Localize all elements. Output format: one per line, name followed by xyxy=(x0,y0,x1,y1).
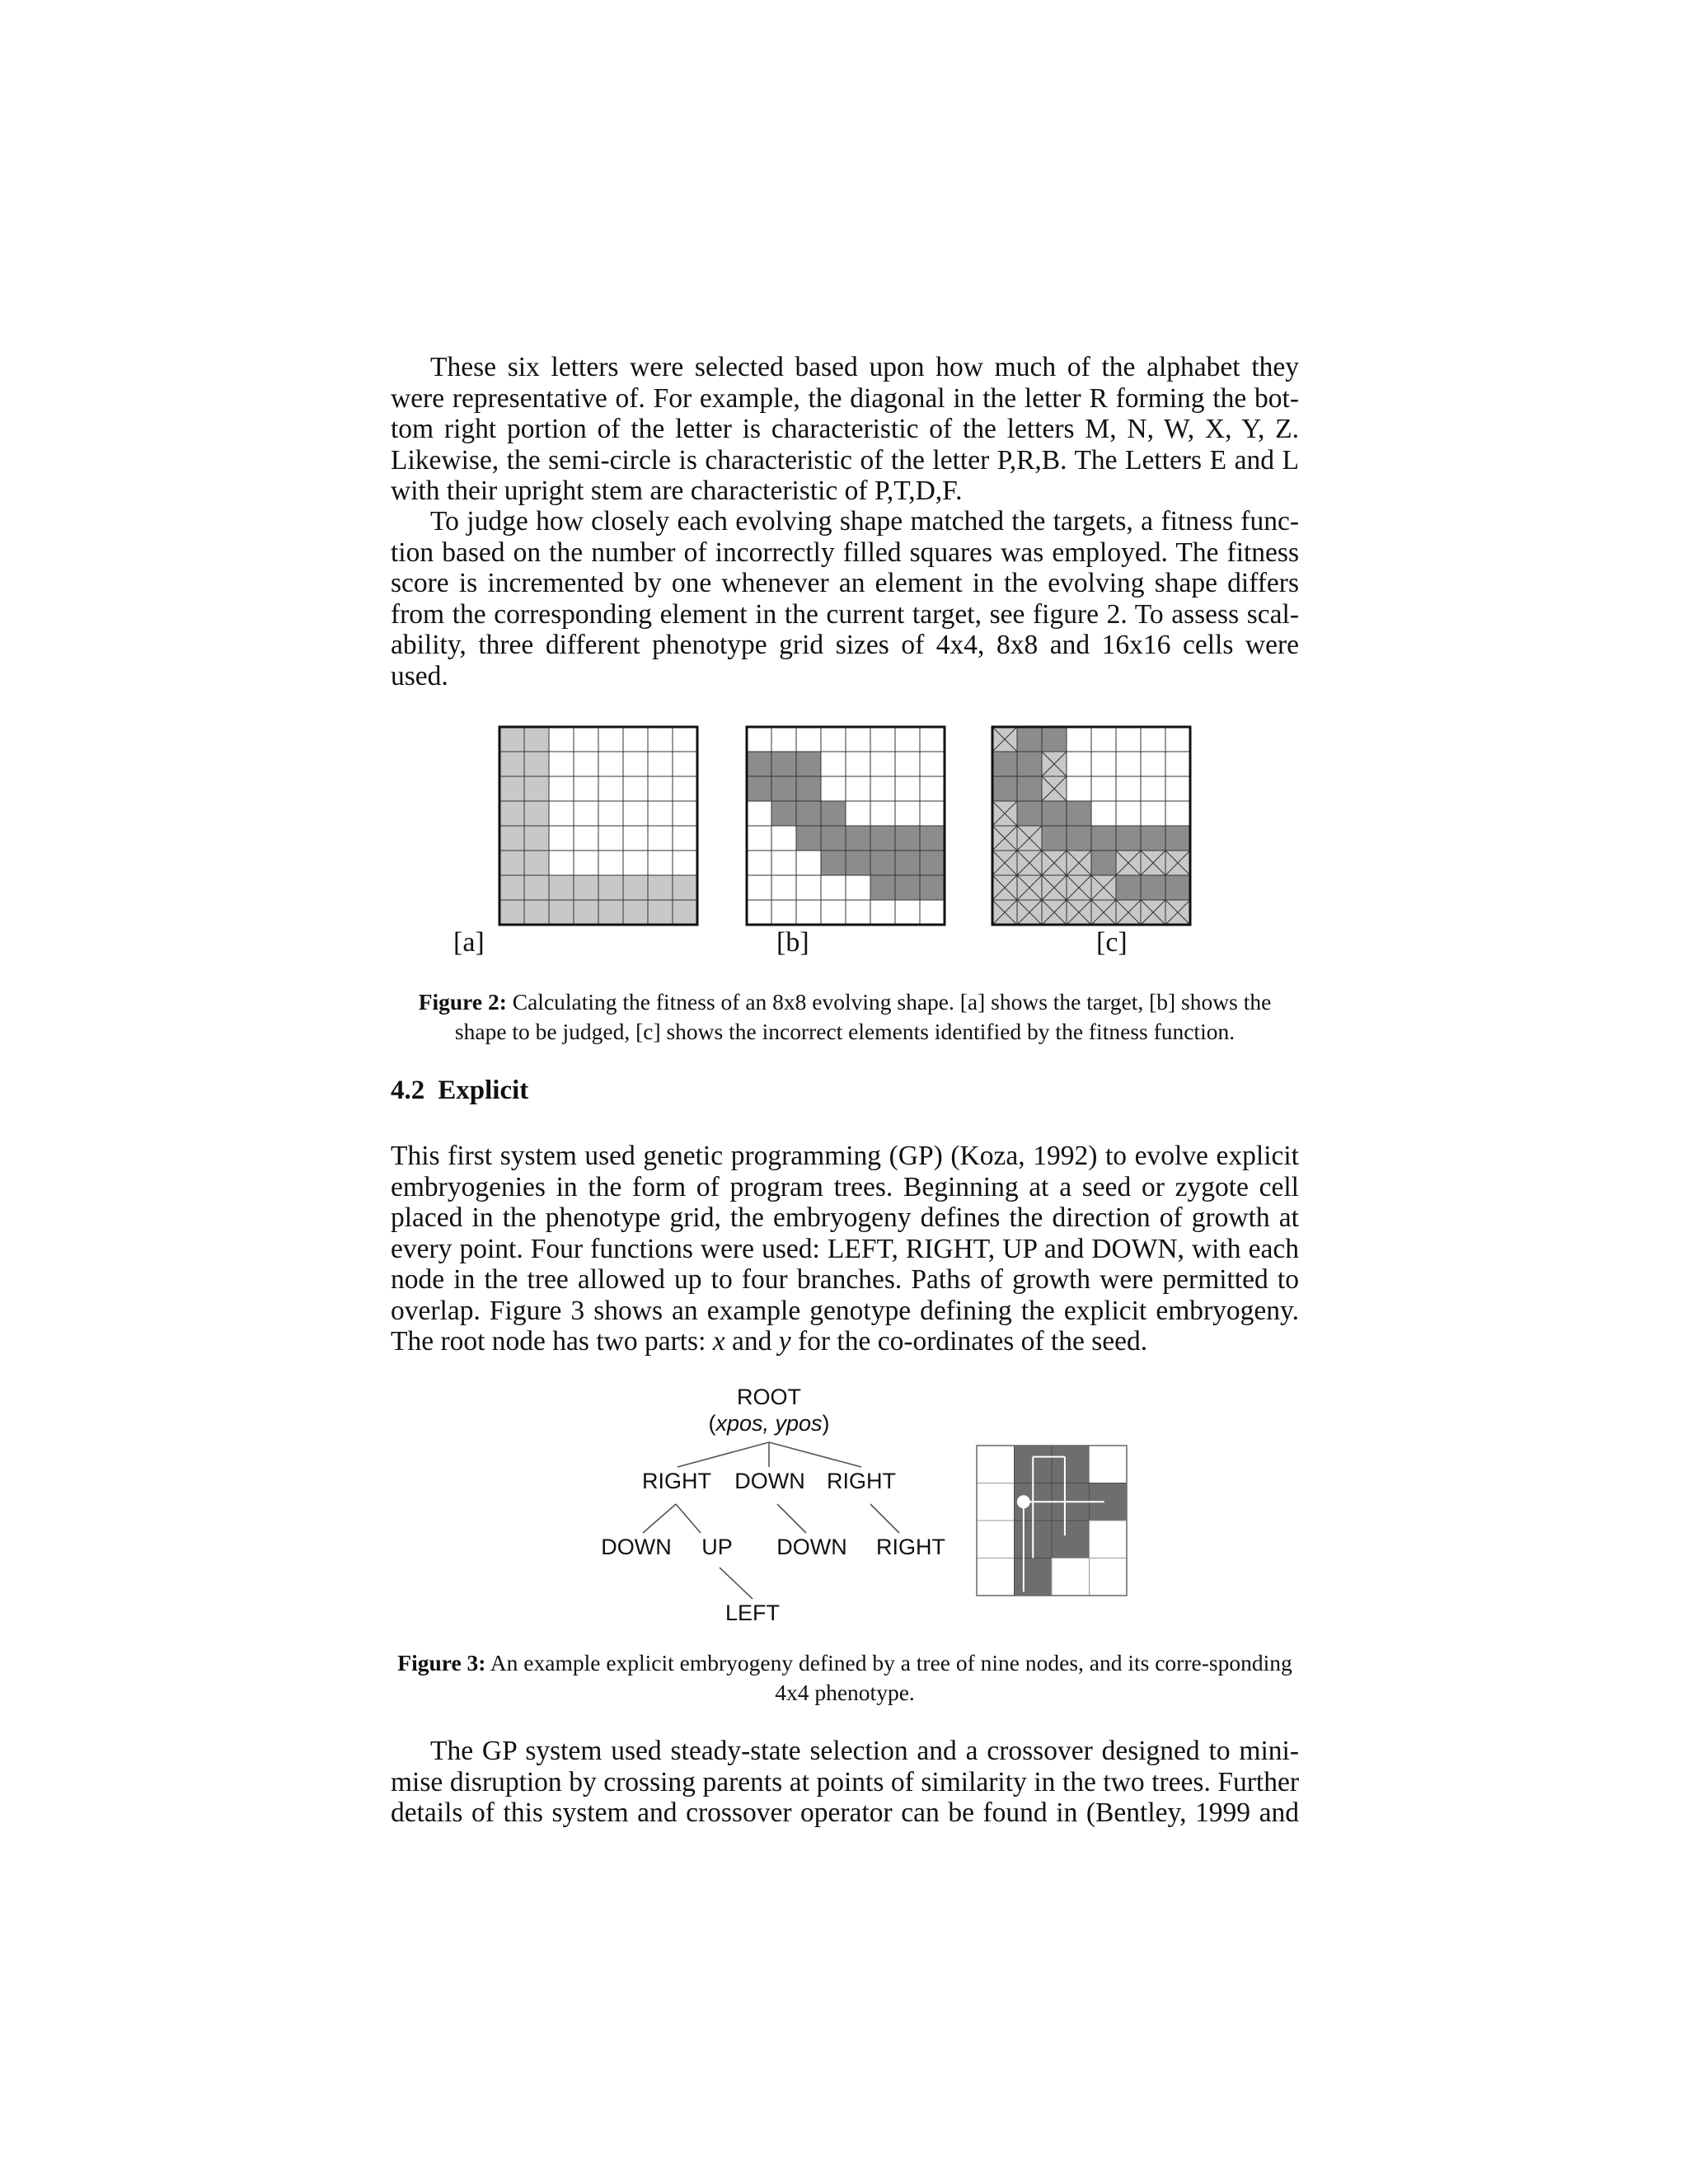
grid-cell xyxy=(870,851,895,875)
grid-cell xyxy=(524,752,549,776)
grid-cell xyxy=(846,900,870,925)
grid-cell xyxy=(846,727,870,752)
tree-edge xyxy=(769,1442,861,1467)
grid-cell xyxy=(1165,727,1190,752)
grid-cell xyxy=(747,727,771,752)
grid-cell xyxy=(499,801,524,826)
grid-cell xyxy=(846,851,870,875)
grid-cell xyxy=(870,826,895,851)
grid-cell xyxy=(992,776,1017,801)
grid-cell xyxy=(895,776,920,801)
figure2-grid-shape xyxy=(745,725,946,926)
grid-cell xyxy=(771,776,796,801)
grid-cell xyxy=(895,900,920,925)
grid-cell xyxy=(870,801,895,826)
grid-cell xyxy=(771,801,796,826)
grid-cell xyxy=(549,752,574,776)
grid-cell xyxy=(1141,727,1165,752)
italic-x: x xyxy=(712,1326,725,1357)
text-line: score is incremented by one whenever an element in the evolving shape differs xyxy=(391,568,1299,598)
grid-cell xyxy=(499,727,524,752)
grid-cell xyxy=(574,826,598,851)
grid-cell xyxy=(524,900,549,925)
grid-cell xyxy=(796,900,821,925)
phenotype-cell xyxy=(1090,1521,1128,1558)
grid-cell xyxy=(574,900,598,925)
grid-cell xyxy=(1017,727,1042,752)
figure2-caption xyxy=(391,987,1299,1047)
grid-cell xyxy=(598,875,623,900)
grid-cell xyxy=(920,875,945,900)
text-line: overlap. Figure 3 shows an example genotype defining the explicit embryogeny. xyxy=(391,1295,1299,1326)
grid-cell xyxy=(1042,727,1067,752)
grid-cell xyxy=(1017,801,1042,826)
grid-cell xyxy=(648,851,673,875)
grid-cell xyxy=(771,875,796,900)
grid-cell xyxy=(796,801,821,826)
phenotype-cell xyxy=(977,1446,1015,1483)
text-line: placed in the phenotype grid, the embryogeny defines the direction of growth at xyxy=(391,1202,1299,1233)
grid-cell xyxy=(598,801,623,826)
text-segment: and xyxy=(724,1326,779,1357)
phenotype-cell xyxy=(977,1483,1015,1521)
grid-cell xyxy=(895,801,920,826)
grid-cell xyxy=(623,875,648,900)
grid-cell xyxy=(574,801,598,826)
grid-cell xyxy=(648,752,673,776)
grid-cell xyxy=(673,826,697,851)
paragraph-4 xyxy=(391,1736,1299,1829)
grid-cell xyxy=(771,851,796,875)
grid-cell xyxy=(574,851,598,875)
figure3-phenotype xyxy=(975,1444,1128,1597)
tree-node: DOWN xyxy=(734,1469,805,1493)
text-line: Likewise, the semi-circle is characteristic of the letter P,R,B. The Letters E and L xyxy=(391,444,1299,476)
grid-cell xyxy=(870,752,895,776)
grid-cell xyxy=(1042,801,1067,826)
phenotype-cell xyxy=(1090,1558,1128,1596)
grid-cell xyxy=(1116,826,1141,851)
phenotype-cell xyxy=(977,1521,1015,1558)
grid-cell xyxy=(673,875,697,900)
text-line xyxy=(391,1326,1299,1357)
grid-cell xyxy=(1091,801,1116,826)
grid-cell xyxy=(1165,801,1190,826)
grid-cell xyxy=(747,801,771,826)
grid-cell xyxy=(771,752,796,776)
grid-cell xyxy=(524,727,549,752)
grid-cell xyxy=(870,900,895,925)
grid-cell xyxy=(549,875,574,900)
grid-cell xyxy=(821,826,846,851)
seed-cell-dot xyxy=(1017,1495,1030,1508)
grid-cell xyxy=(1141,752,1165,776)
grid-cell xyxy=(771,900,796,925)
grid-cell xyxy=(549,826,574,851)
panel-label-a: [a] xyxy=(453,927,485,958)
grid-cell xyxy=(598,826,623,851)
tree-node-root-args xyxy=(708,1411,829,1436)
text-line: mise disruption by crossing parents at points of similarity in the two trees. Further xyxy=(391,1766,1299,1797)
text-segment: for the co-ordinates of the seed. xyxy=(790,1326,1148,1357)
grid-cell xyxy=(796,752,821,776)
grid-cell xyxy=(598,776,623,801)
grid-cell xyxy=(499,851,524,875)
tree-node: LEFT xyxy=(724,1601,781,1625)
grid-cell xyxy=(648,826,673,851)
text-line: from the corresponding element in the current target, see figure 2. To assess scal- xyxy=(391,598,1299,630)
grid-cell xyxy=(1116,752,1141,776)
grid-cell xyxy=(623,727,648,752)
tree-node: DOWN xyxy=(601,1535,672,1559)
grid-cell xyxy=(1116,801,1141,826)
grid-cell xyxy=(846,826,870,851)
grid-cell xyxy=(1141,826,1165,851)
grid-cell xyxy=(623,801,648,826)
tree-edge xyxy=(720,1568,753,1599)
grid-cell xyxy=(524,875,549,900)
tree-node: RIGHT xyxy=(876,1535,945,1559)
tree-edge xyxy=(678,1442,769,1467)
paragraph-1 xyxy=(391,352,1299,507)
grid-cell xyxy=(1067,801,1091,826)
grid-cell xyxy=(673,801,697,826)
tree-node: DOWN xyxy=(776,1535,847,1559)
grid-cell xyxy=(648,801,673,826)
figure3-caption-text: An example explicit embryogeny defined by a tree of nine nodes, and its corre-sponding 4x4 phenotype. xyxy=(485,1650,1292,1705)
grid-cell xyxy=(623,900,648,925)
grid-cell xyxy=(1091,826,1116,851)
grid-cell xyxy=(524,851,549,875)
grid-cell xyxy=(920,900,945,925)
grid-cell xyxy=(673,776,697,801)
grid-cell xyxy=(499,826,524,851)
grid-cell xyxy=(895,875,920,900)
section-heading xyxy=(391,1076,528,1106)
grid-cell xyxy=(1116,875,1141,900)
grid-cell xyxy=(920,851,945,875)
paren: ) xyxy=(822,1411,830,1436)
tree-node-root: ROOT xyxy=(737,1385,801,1409)
grid-cell xyxy=(1165,776,1190,801)
phenotype-cell xyxy=(1052,1446,1090,1483)
grid-cell xyxy=(821,851,846,875)
grid-cell xyxy=(648,875,673,900)
text-segment: The root node has two parts: xyxy=(391,1326,713,1357)
grid-cell xyxy=(771,826,796,851)
text-line: with their upright stem are characteristic of P,T,D,F. xyxy=(391,476,963,506)
grid-cell xyxy=(549,776,574,801)
grid-cell xyxy=(598,900,623,925)
grid-cell xyxy=(747,752,771,776)
grid-cell xyxy=(598,851,623,875)
grid-cell xyxy=(771,727,796,752)
grid-cell xyxy=(1091,776,1116,801)
grid-cell xyxy=(648,900,673,925)
grid-cell xyxy=(747,900,771,925)
text-line: The GP system used steady-state selection and a crossover designed to mini- xyxy=(430,1736,1299,1766)
grid-cell xyxy=(598,752,623,776)
tree-node: RIGHT xyxy=(827,1469,896,1493)
grid-cell xyxy=(870,875,895,900)
grid-cell xyxy=(747,776,771,801)
tree-edge xyxy=(777,1504,806,1533)
grid-cell xyxy=(598,727,623,752)
grid-cell xyxy=(920,801,945,826)
grid-cell xyxy=(846,875,870,900)
grid-cell xyxy=(1141,801,1165,826)
grid-cell xyxy=(623,752,648,776)
grid-cell xyxy=(623,826,648,851)
text-line: tom right portion of the letter is characteristic of the letters M, N, W, X, Y, Z. xyxy=(391,414,1299,444)
grid-cell xyxy=(1141,875,1165,900)
phenotype-cell xyxy=(1090,1446,1128,1483)
tree-node: UP xyxy=(701,1535,733,1559)
text-line: node in the tree allowed up to four branches. Paths of growth were permitted to xyxy=(391,1264,1299,1295)
text-line: were representative of. For example, the diagonal in the letter R forming the bot- xyxy=(391,382,1299,414)
text-line: These six letters were selected based upon how much of the alphabet they xyxy=(430,352,1299,382)
grid-cell xyxy=(895,752,920,776)
text-line: ability, three different phenotype grid sizes of 4x4, 8x8 and 16x16 cells were xyxy=(391,630,1299,660)
phenotype-cell xyxy=(1052,1521,1090,1558)
grid-cell xyxy=(549,801,574,826)
grid-cell xyxy=(1165,752,1190,776)
grid-cell xyxy=(920,776,945,801)
text-line: This first system used genetic programming (GP) (Koza, 1992) to evolve explicit xyxy=(391,1141,1299,1171)
grid-cell xyxy=(821,776,846,801)
grid-cell xyxy=(747,826,771,851)
figure2-caption-label: Figure 2: xyxy=(418,989,507,1015)
grid-cell xyxy=(796,875,821,900)
grid-cell xyxy=(895,851,920,875)
grid-cell xyxy=(821,900,846,925)
text-line: embryogenies in the form of program trees. Beginning at a seed or zygote cell xyxy=(391,1171,1299,1202)
grid-cell xyxy=(648,727,673,752)
grid-cell xyxy=(1017,752,1042,776)
grid-cell xyxy=(1116,727,1141,752)
phenotype-cell xyxy=(1052,1558,1090,1596)
grid-cell xyxy=(796,826,821,851)
figure3-caption-label: Figure 3: xyxy=(397,1650,486,1675)
grid-cell xyxy=(1091,727,1116,752)
grid-cell xyxy=(1165,875,1190,900)
grid-cell xyxy=(1067,826,1091,851)
grid-cell xyxy=(673,727,697,752)
grid-cell xyxy=(524,826,549,851)
grid-cell xyxy=(499,752,524,776)
paragraph-3 xyxy=(391,1141,1299,1357)
text-line: used. xyxy=(391,660,448,691)
grid-cell xyxy=(574,727,598,752)
grid-cell xyxy=(549,851,574,875)
grid-cell xyxy=(623,851,648,875)
figure2-grid-target xyxy=(498,725,699,926)
grid-cell xyxy=(1042,826,1067,851)
tree-edge xyxy=(870,1504,899,1533)
tree-edge xyxy=(643,1504,676,1533)
grid-cell xyxy=(499,875,524,900)
grid-cell xyxy=(524,801,549,826)
tree-edge xyxy=(676,1504,701,1533)
grid-cell xyxy=(796,776,821,801)
grid-cell xyxy=(920,826,945,851)
grid-cell xyxy=(846,801,870,826)
text-line: every point. Four functions were used: LEFT, RIGHT, UP and DOWN, with each xyxy=(391,1233,1299,1264)
grid-cell xyxy=(648,776,673,801)
grid-cell xyxy=(1165,826,1190,851)
tree-node: RIGHT xyxy=(642,1469,711,1493)
grid-cell xyxy=(821,752,846,776)
grid-cell xyxy=(821,875,846,900)
grid-cell xyxy=(549,900,574,925)
grid-cell xyxy=(1067,776,1091,801)
grid-cell xyxy=(549,727,574,752)
italic-y: y xyxy=(778,1326,791,1357)
grid-cell xyxy=(895,727,920,752)
grid-cell xyxy=(673,851,697,875)
phenotype-cell xyxy=(977,1558,1015,1596)
grid-cell xyxy=(747,851,771,875)
grid-cell xyxy=(821,727,846,752)
grid-cell xyxy=(870,727,895,752)
grid-cell xyxy=(846,752,870,776)
figure3-caption xyxy=(391,1648,1299,1708)
grid-cell xyxy=(1141,776,1165,801)
grid-cell xyxy=(673,752,697,776)
figure2-grid-incorrect xyxy=(991,725,1192,926)
grid-cell xyxy=(1067,727,1091,752)
grid-cell xyxy=(1091,851,1116,875)
section-title: Explicit xyxy=(438,1076,529,1105)
grid-cell xyxy=(1067,752,1091,776)
grid-cell xyxy=(1091,752,1116,776)
root-args: xpos, ypos xyxy=(715,1411,823,1436)
paragraph-2 xyxy=(391,506,1299,691)
paren: ( xyxy=(708,1411,716,1436)
grid-cell xyxy=(574,875,598,900)
grid-cell xyxy=(920,727,945,752)
grid-cell xyxy=(623,776,648,801)
grid-cell xyxy=(1017,776,1042,801)
phenotype-cell xyxy=(1015,1558,1053,1596)
grid-cell xyxy=(673,900,697,925)
grid-cell xyxy=(870,776,895,801)
grid-cell xyxy=(895,826,920,851)
panel-label-c: [c] xyxy=(1096,927,1128,958)
grid-cell xyxy=(747,875,771,900)
figure3-tree xyxy=(577,1385,964,1648)
grid-cell xyxy=(574,776,598,801)
panel-label-b: [b] xyxy=(776,927,809,958)
grid-cell xyxy=(1116,776,1141,801)
grid-cell xyxy=(574,752,598,776)
text-line: tion based on the number of incorrectly filled squares was employed. The fitness xyxy=(391,537,1299,568)
grid-cell xyxy=(796,727,821,752)
grid-cell xyxy=(524,776,549,801)
grid-cell xyxy=(846,776,870,801)
grid-cell xyxy=(499,776,524,801)
grid-cell xyxy=(920,752,945,776)
figure2-caption-text: Calculating the fitness of an 8x8 evolving shape. [a] shows the target, [b] shows the shape to be judged, [c] shows the incorrect elements identified by the fitness function. xyxy=(454,989,1272,1044)
text-line: details of this system and crossover operator can be found in (Bentley, 1999 and xyxy=(391,1797,1299,1828)
section-number: 4.2 xyxy=(391,1076,425,1105)
grid-cell xyxy=(821,801,846,826)
grid-cell xyxy=(499,900,524,925)
grid-cell xyxy=(992,752,1017,776)
text-line: To judge how closely each evolving shape matched the targets, a fitness func- xyxy=(430,506,1299,537)
grid-cell xyxy=(796,851,821,875)
